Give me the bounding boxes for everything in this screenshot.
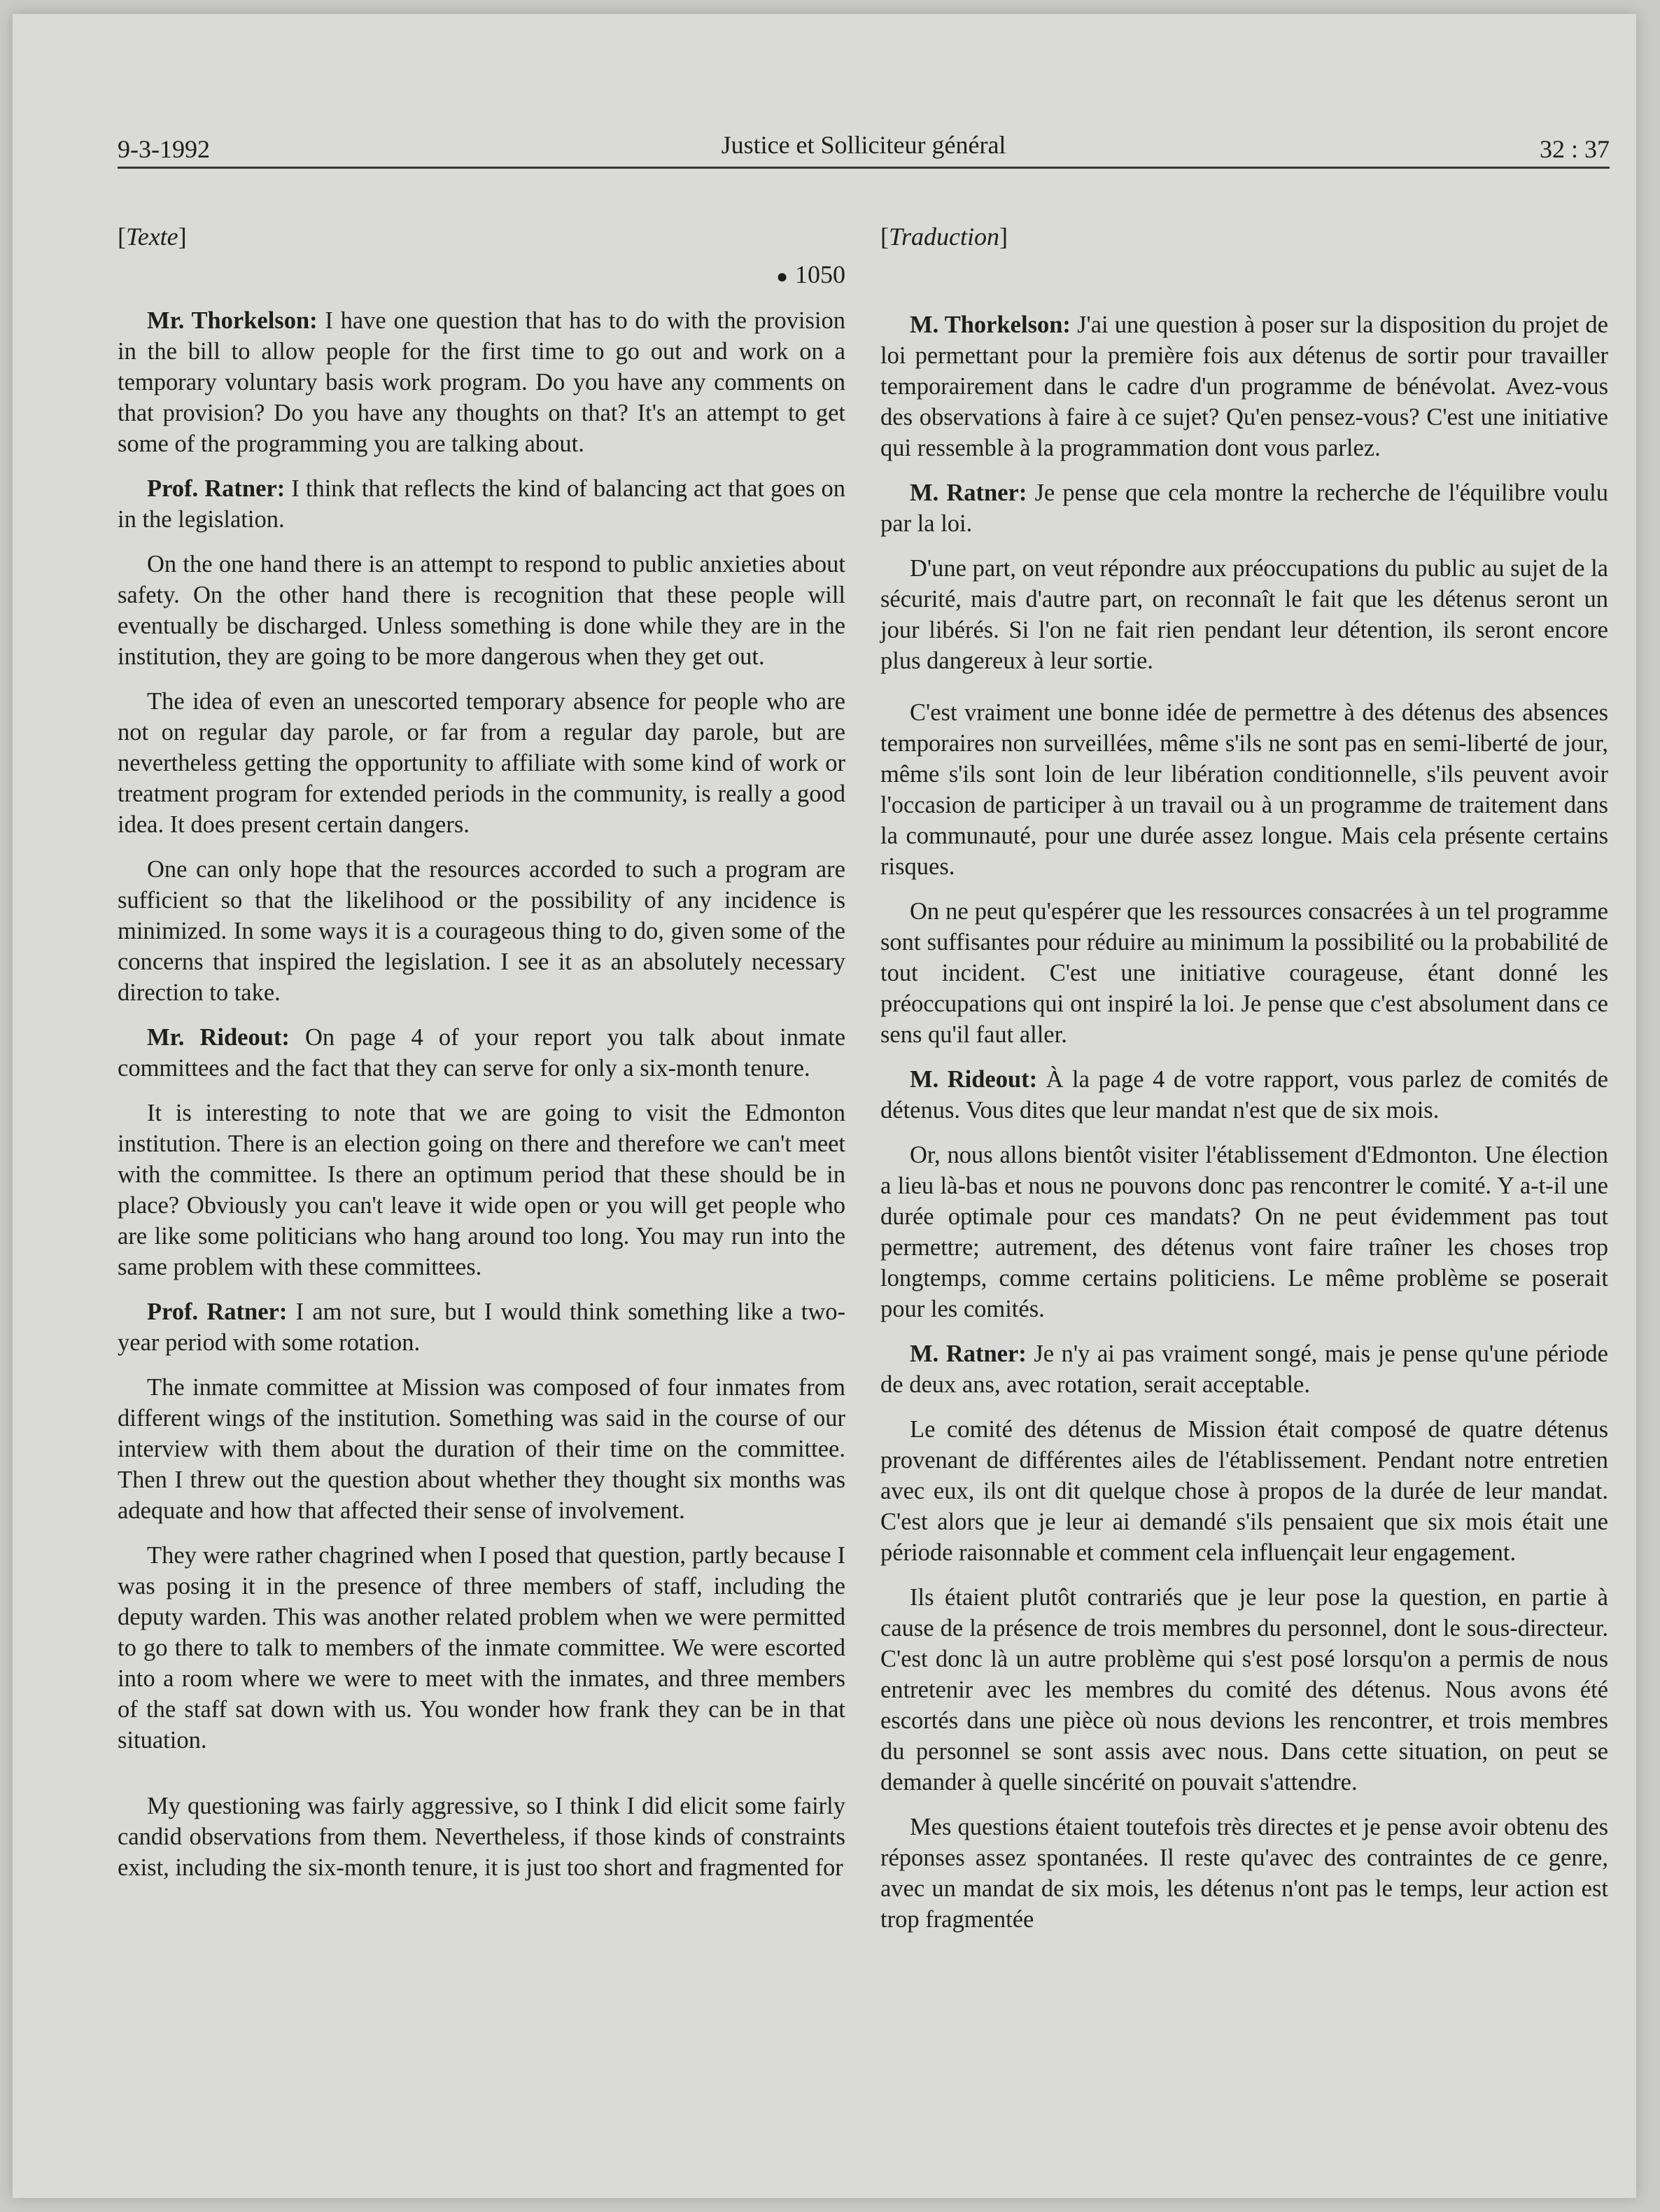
document-page <box>13 14 1636 2198</box>
page-header <box>118 132 1610 169</box>
time-marker: ● 1050 <box>776 260 845 288</box>
translation-label: [Traduction] <box>880 223 1008 251</box>
paragraph: Le comité des détenus de Mission était composé de quatre détenus provenant de différentes ailes de l'établissement. Pendant notre entretien avec eux, ils ont dit quelque chose à propos de la durée de leur mandat. C'est alors que je leur ai demandé s'ils pensaient que six mois était une période raisonnable et comment cela influençait leur engagement. <box>880 1416 1608 1566</box>
header-title: Justice et Solliciteur général <box>721 131 1006 159</box>
paragraph: Ils étaient plutôt contrariés que je leur pose la question, en partie à cause de la présence de trois membres du personnel, dont le sous-directeur. C'est donc là un autre problème qui s'est posé lorsqu'on a permis de nous entretenir avec les membres du comité des détenus. Nous avons été escortés dans une pièce où nous devions les rencontrer, et trois membres du personnel se sont assis avec nous. Dans cette situation, on peut se demander à quelle sincérité on pouvait s'attendre. <box>880 1584 1608 1795</box>
english-column <box>118 217 845 1897</box>
paragraph: D'une part, on veut répondre aux préoccupations du public au sujet de la sécurité, mais d'autre part, on reconnaît le fait que les détenus seront un jour libérés. Si l'on ne fait rien pendant leur détention, ils seront encore plus dangereux à leur sortie. <box>880 555 1608 674</box>
paragraph: The inmate committee at Mission was composed of four inmates from different wings of the institution. Something was said in the course of our interview with them about the duration of their time on the committee. Then I threw out the question about whether they thought six months was adequate and how that affected their sense of involvement. <box>118 1374 845 1524</box>
paragraph: My questioning was fairly aggressive, so I think I did elicit some fairly candid observations from them. Nevertheless, if those kinds of constraints exist, including the six-month tenure, it is just too short and fragmented for <box>118 1793 845 1881</box>
paragraph: M. Rideout: À la page 4 de votre rapport, vous parlez de comités de détenus. Vous dites que leur mandat n'est que de six mois. <box>880 1066 1608 1124</box>
paragraph: They were rather chagrined when I posed that question, partly because I was posing it in the presence of three members of staff, including the deputy warden. This was another related problem when we were permitted to go there to talk to members of the inmate committee. We were escorted into a room where we were to meet with the inmates, and three members of the staff sat down with us. You wonder how frank they can be in that situation. <box>118 1542 845 1754</box>
paragraph: Mes questions étaient toutefois très directes et je pense avoir obtenu des réponses assez spontanées. Il reste qu'avec des contraintes de ce genre, avec un mandat de six mois, les détenus n'ont pas le temps, leur action est trop fragmentée <box>880 1814 1608 1933</box>
paragraph: Prof. Ratner: I think that reflects the kind of balancing act that goes on in the legislation. <box>118 475 845 533</box>
paragraph: The idea of even an unescorted temporary absence for people who are not on regular day parole, or far from a regular day parole, but are nevertheless getting the opportunity to affiliate with some kind of work or treatment program for extended periods in the community, is really a good idea. It does present certain dangers. <box>118 688 845 838</box>
header-page-number: 32 : 37 <box>1539 135 1610 163</box>
paragraph: C'est vraiment une bonne idée de permettre à des détenus des absences temporaires non surveillées, même s'ils ne sont pas en semi-liberté de jour, même s'ils sont loin de leur libération conditionnelle, s'ils peuvent avoir l'occasion de participer à un travail ou à un programme de traitement dans la communauté, pour une durée assez longue. Mais cela présente certains risques. <box>880 699 1608 880</box>
paragraph: On the one hand there is an attempt to respond to public anxieties about safety. On the other hand there is recognition that these people will eventually be discharged. Unless something is done while they are in the institution, they are going to be more dangerous when they get out. <box>118 551 845 670</box>
paragraph: It is interesting to note that we are going to visit the Edmonton institution. There is an election going on there and therefore we can't meet with the committee. Is there an optimum period that these should be in place? Obviously you can't leave it wide open or you will get people who are like some politicians who hang around too long. You may run into the same problem with these committees. <box>118 1100 845 1280</box>
paragraph: Mr. Thorkelson: I have one question that has to do with the provision in the bill to allow people for the first time to go out and work on a temporary voluntary basis work program. Do you have any comments on that provision? Do you have any thoughts on that? It's an attempt to get some of the programming you are talking about. <box>118 307 845 457</box>
french-column <box>880 217 1608 1949</box>
bullet-icon: ● <box>776 266 788 288</box>
paragraph: Or, nous allons bientôt visiter l'établissement d'Edmonton. Une élection a lieu là-bas et nous ne pouvons donc pas rencontrer le comité. Y a-t-il une durée optimale pour ces mandats? On ne peut évidemment pas tout permettre; autrement, des détenus vont faire traîner les choses trop longtemps, comme certains politiciens. Le même problème se poserait pour les comités. <box>880 1142 1608 1322</box>
paragraph: On ne peut qu'espérer que les ressources consacrées à un tel programme sont suffisantes pour réduire au minimum la possibilité ou la probabilité de tout incident. C'est une initiative courageuse, étant donné les préoccupations qui ont inspiré la loi. Je pense que c'est absolument dans ce sens qu'il faut aller. <box>880 898 1608 1048</box>
paragraph: M. Ratner: Je n'y ai pas vraiment songé, mais je pense qu'une période de deux ans, avec rotation, serait acceptable. <box>880 1340 1608 1398</box>
paragraph: Prof. Ratner: I am not sure, but I would think something like a two-year period with some rotation. <box>118 1298 845 1356</box>
text-label: [Texte] <box>118 223 187 251</box>
paragraph: Mr. Rideout: On page 4 of your report you talk about inmate committees and the fact that they can serve for only a six-month tenure. <box>118 1024 846 1082</box>
header-date: 9-3-1992 <box>118 135 210 163</box>
paragraph: One can only hope that the resources accorded to such a program are sufficient so that the likelihood or the possibility of any incidence is minimized. In some ways it is a courageous thing to do, given some of the concerns that inspired the legislation. I see it as an absolutely necessary direction to take. <box>118 856 845 1006</box>
paragraph: M. Thorkelson: J'ai une question à poser sur la disposition du projet de loi permettant pour la première fois aux détenus de sortir pour travailler temporairement dans le cadre d'un programme de bénévolat. Avez-vous des observations à faire à ce sujet? Qu'en pensez-vous? C'est une initiative qui ressemble à la programmation dont vous parlez. <box>880 312 1608 461</box>
paragraph: M. Ratner: Je pense que cela montre la recherche de l'équilibre voulu par la loi. <box>880 479 1608 537</box>
